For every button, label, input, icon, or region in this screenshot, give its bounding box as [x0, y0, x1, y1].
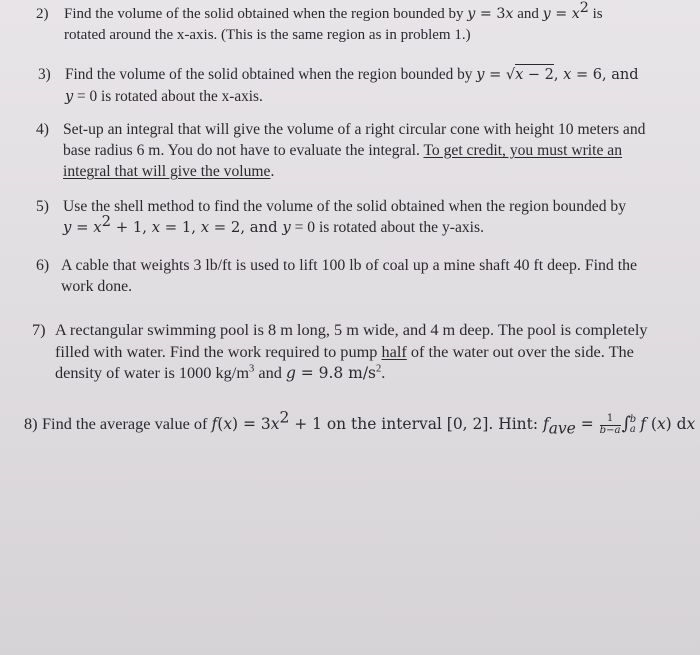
problem-line: A rectangular swimming pool is 8 m long, 5 m wide, and 4 m deep. The pool is completely — [55, 320, 648, 339]
problem-line: Set-up an integral that will give the volume of a right circular cone with height 10 meters and — [63, 121, 646, 138]
problem-line: $y = x^2 + 1$, x = 1, x = 2, and y = 0 is rotated about the y-axis. — [63, 212, 484, 236]
problem-line: Find the volume of the solid obtained when the region bounded by y = √x − 2, x = 6, and — [65, 66, 639, 83]
problem-line: Find the average value of $f(x) = 3x^2 + 1$ on the interval [0, 2]. Hint: $f_{ave}$ = $\frac{1}{b-a}$ ∫ b a f (x) dx — [42, 408, 696, 438]
problem-line: Find the volume of the solid obtained when the region bounded by y = 3x and $y = x^2$ is — [64, 0, 603, 22]
problem-line: A cable that weights 3 lb/ft is used to lift 100 lb of coal up a mine shaft 40 ft deep. Find the — [61, 257, 638, 274]
problem-number: 5) — [36, 198, 49, 215]
problem-number: 8) — [24, 414, 38, 433]
problem-line: integral that will give the volume. — [63, 163, 275, 180]
problem-number: 3) — [38, 66, 51, 83]
sqrt-radicand: x − 2 — [515, 64, 554, 83]
problem-line: rotated around the x-axis. (This is the same region as in problem 1.) — [64, 27, 471, 43]
fraction: $\frac{1}{b-a}$ — [599, 413, 621, 436]
integral-limits: b a — [629, 413, 637, 436]
problem-line: base radius 6 m. You do not have to evaluate the integral. To get credit, you must write an — [63, 142, 623, 159]
problem-line: density of water is 1000 $kg/m^3$ and g = 9.8 $m/s^2$. — [55, 363, 386, 382]
integral-sign: ∫ — [621, 413, 631, 434]
problem-number: 6) — [36, 257, 50, 274]
problem-line: work done. — [61, 278, 133, 295]
problem-line: Use the shell method to find the volume of the solid obtained when the region bounded by — [63, 198, 626, 215]
problem-number: 7) — [32, 320, 46, 339]
problem-number: 2) — [36, 6, 49, 22]
problem-line: filled with water. Find the work required to pump half of the water out over the side. The — [55, 341, 634, 361]
problem-line: y = 0 is rotated about the x-axis. — [65, 88, 263, 105]
problem-number: 4) — [36, 121, 49, 138]
